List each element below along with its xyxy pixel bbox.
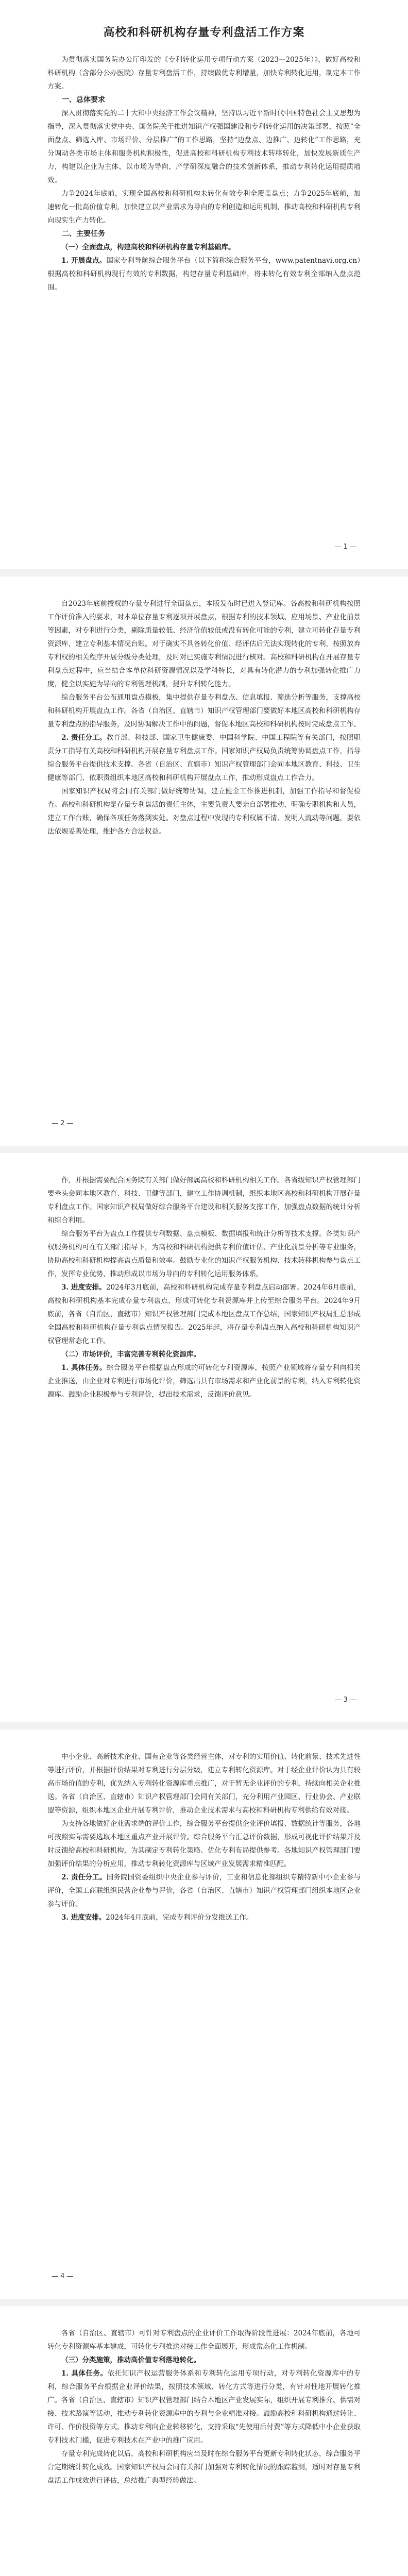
item-lead: 3. 进度安排。: [61, 1283, 106, 1292]
page-content: [47, 1174, 361, 1401]
body-paragraph: [47, 1281, 361, 1348]
body-paragraph: [47, 785, 361, 838]
body-paragraph: [47, 2447, 361, 2487]
paragraph-text: 二、主要任务: [62, 230, 105, 238]
page-number: — 1 —: [334, 543, 356, 551]
paragraph-text: 综合服务平台为盘点工作提供专利数据、盘点模板、数据填报和统计分析等技术支撑。各类知识产权服务机构可在有关部门指导下，为高校和科研机构提供专利价值评估、产业化前景分析等专业服务，协助高校和科研机构提高盘点质量和效率。鼓励专业化的知识产权服务机构、技术转移机构参与盘点工作，发挥专业优势，推动形成以市场为导向的专利转化运用服务体系。: [47, 1230, 361, 1278]
document-page-2: [0, 577, 408, 1146]
document-page-3: [0, 1153, 408, 1722]
item-lead: 2. 责任分工。: [61, 1873, 107, 1882]
item-lead: 1. 具体任务。: [61, 2369, 108, 2378]
body-paragraph: [47, 187, 361, 227]
paragraph-text: 国家知识产权局将会同有关部门做好统筹协调，建立健全工作推进机制，加强工作指导和督促检查。高校和科研机构是存量专利盘活的责任主体，主要负责人要亲自部署推动，明确专职机构和人员，建立工作台账，确保各项任务落到实处。对盘点过程中发现的专利权属不清、发明人流动等问题，要依法依规妥善处理，维护各方合法权益。: [47, 787, 361, 836]
body-paragraph: [47, 1174, 361, 1227]
subsection-heading: [47, 1348, 361, 1361]
paragraph-text: （三）分类施策，推动高价值专利落地转化。: [61, 2356, 200, 2364]
paragraph-text: 综合服务平台公布通用盘点模板，集中提供存量专利盘点、信息填报、筛选分析等服务，支撑高校和科研机构开展盘点工作。各省（自治区、直辖市）知识产权管理部门要做好本地区高校和科研机构存量专利盘点的指导服务，及时协调解决工作中的问题，督促本地区高校和科研机构按时完成盘点工作。: [47, 693, 361, 728]
paragraph-text: 中小企业、高新技术企业、国有企业等各类经营主体，对专利的实用价值、转化前景、技术先进性等进行评价，并根据评价结果对专利进行分层分级，建立专利转化资源库。对于经企业评价认为具有较高市场价值的专利，优先纳入专利转化资源库重点推广，对于暂无企业评价的专利，持续向相关企业推送。各省（自治区、直辖市）知识产权管理部门会同有关部门，充分利用产业园区、行业协会、产业联盟等资源，组织本地区企业开展专利评价，推动企业技术需求与高校和科研机构专利供给有效对接。: [47, 1753, 361, 1815]
subsection-heading: [47, 2353, 361, 2367]
paragraph-text: 综合服务平台根据盘点形成的可转化专利资源库，按照产业领域将存量专利向相关企业推送，由企业对专利进行市场化评价，筛选出具有市场需求和产业化前景的专利，纳入专利转化资源库。鼓励企业积极参与专利评价，提出技术需求，反馈评价意见。: [47, 1364, 361, 1399]
body-paragraph: [47, 691, 361, 731]
item-lead: 2. 责任分工。: [61, 734, 107, 742]
paragraph-text: 为支持各地做好企业需求端的评价工作，综合服务平台提供企业评价填报、数据统计等服务，各地可按照实际需要选取本地区重点产业开展评价。综合服务平台汇总评价数据，形成可视化评价结果并及时反馈给高校和科研机构，为其制定专利转化策略、优化专利布局提供参考。各地知识产权管理部门要加强评价结果的分析应用，推动专利转化资源库与区域产业发展需求精准匹配。: [47, 1820, 361, 1868]
paragraph-text: 深入贯彻落实党的二十大和中央经济工作会议精神，坚持以习近平新时代中国特色社会主义思想为指导，深入贯彻落实党中央、国务院关于推进知识产权强国建设和专利转化运用的决策部署，按照“全面盘点、筛选入库、市场评价、分层推广”的工作思路，坚持“边盘点、边推广、边转化”工作思路，充分调动各类市场主体和服务机构积极性，促进高校和科研机构专利技术转移转化，加快发展新质生产力，构建以企业为主体、以市场为导向、产学研深度融合的技术创新体系，推动专利转化运用提质增效。: [47, 109, 361, 184]
page-number: — 3 —: [334, 1696, 356, 1704]
body-paragraph: [47, 731, 361, 785]
paragraph-text: 自2023年底前授权的存量专利进行全面盘点，本版发布时已进入登记库。各高校和科研机构按照工作评价准入的要求，对本单位存量专利逐项开展盘点，根据专利的技术领域、应用场景、产业化前景等因素，对专利进行分类，剔除质量较低、经济价值较低或没有转化可能的专利，建立可转化存量专利资源库，建立专利基本情况台账。对于确实不具备转化价值、经评估后无法实现转化的专利，按照放弃专利权的相关程序开展分级分类处理，及时对已实施专利情况进行核对。高校和科研机构在开展存量专利盘点过程中，应当结合本单位科研资源情况以及学科特长，对具有转化潜力的专利加强转化推广力度，健全以实施为导向的专利管理机制，提升专利转化能力。: [47, 600, 361, 688]
page-content: [47, 2327, 361, 2487]
body-paragraph: [47, 597, 361, 691]
document-page-4: [0, 1730, 408, 2299]
page-content: [47, 597, 361, 838]
paragraph-text: 各省（自治区、直辖市）可针对专利盘点的企业评价工作取得阶段性进展：2024年底前，各地可转化专利资源库基本建成，可转化专利推送对接工作全面展开，形成常态化工作机制。: [47, 2329, 361, 2351]
document-page-5: [0, 2306, 408, 2576]
paragraph-text: 一、总体要求: [62, 96, 105, 104]
page-number: — 2 —: [52, 1120, 74, 1127]
body-paragraph: [47, 1817, 361, 1871]
item-lead: 1. 具体任务。: [61, 1364, 107, 1372]
body-paragraph: [47, 1227, 361, 1281]
paragraph-text: 教育部、科技部、国家卫生健康委、中国科学院、中国工程院等有关部门，按照职责分工指导有关高校和科研机构开展存量专利盘点工作。国家知识产权局负责统筹协调盘点工作，指导综合服务平台提供技术支撑。各省（自治区、直辖市）知识产权管理部门会同本地区教育、科技、卫生健康等部门，依职责组织本地区高校和科研机构开展盘点工作，推动形成盘点工作合力。: [47, 734, 361, 782]
item-lead: 3. 进度安排。: [61, 1913, 106, 1922]
body-paragraph: [47, 1871, 361, 1911]
body-paragraph: [47, 254, 361, 294]
paragraph-text: （一）全面盘点，构建高校和科研机构存量专利基础库。: [61, 243, 235, 251]
page-content: [47, 53, 361, 294]
paragraph-text: 依托知识产权运营服务体系和专利转化运用专项行动，对专利转化资源库中的专利，综合服务平台根据企业评价结果，按照技术领域、转化方式等进行分类，有针对性地开展转化推广。各省（自治区、直辖市）知识产权管理部门结合本地区产业发展实际，组织开展专利推介、供需对接、技术路演等活动，推动专利转化资源库中的专利与企业精准对接。鼓励高校和科研机构通过转让、许可、作价投资等方式，推动专利向企业转移转化，支持采取“先使用后付费”等方式降低中小企业获取专利技术门槛，促进专利技术在产业中的推广应用。: [47, 2369, 361, 2445]
paragraph-text: 国家专利导航综合服务平台（以下简称综合服务平台，www.patentnavi.org.cn）根据高校和科研机构现行有效的专利数据，构建存量专利基础库，将未转化有效专利全部纳入盘点范围。: [47, 257, 361, 292]
paragraph-text: 作，并根据需要配合国务院有关部门做好部属高校和科研机构相关工作。各省级知识产权管理部门要牵头会同本地区教育、科技、卫健等部门，建立工作协调机制，组织本地区高校和科研机构开展存量专利盘点工作。国家知识产权局做好综合服务平台建设和相关服务支撑工作，加强盘点数据的统计分析和综合利用。: [47, 1176, 361, 1225]
body-paragraph: [47, 1911, 361, 1924]
paragraph-text: （二）市场评价，丰富完善专利转化资源库。: [61, 1350, 200, 1359]
body-paragraph: [47, 2367, 361, 2447]
document-title: 高校和科研机构存量专利盘活工作方案: [103, 26, 305, 39]
body-paragraph: [47, 1750, 361, 1817]
body-paragraph: [47, 1361, 361, 1401]
paragraph-text: 存量专利完成转化以后，高校和科研机构应当及时在综合服务平台更新专利转化状态，综合服务平台定期统计转化成效。国家知识产权局会同有关部门加强对专利转化情况的跟踪监测，适时对存量专利盘活工作成效进行评估，总结推广典型经验做法。: [47, 2450, 361, 2485]
paragraph-text: 为贯彻落实国务院办公厅印发的《专利转化运用专项行动方案（2023—2025年）》，做好高校和科研机构（含部分公办医院）存量专利盘活工作，持续做优专利增量，加快专利转化运用，制定本工作方案。: [47, 56, 361, 91]
body-paragraph: [47, 53, 361, 93]
page-number: — 4 —: [52, 2273, 74, 2280]
paragraph-text: 2024年4月底前，完成专利评价分发推送工作。: [106, 1913, 253, 1922]
body-paragraph: [47, 107, 361, 187]
section-heading: [47, 93, 361, 107]
subsection-heading: [47, 241, 361, 254]
item-lead: 1. 开展盘点。: [61, 257, 107, 265]
paragraph-text: 力争2024年底前，实现全国高校和科研机构未转化有效专利全覆盖盘点；力争2025年底前，加速转化一批高价值专利，加快建立以产业需求为导向的专利创造和运用机制，推动高校和科研机构专利向现实生产力转化。: [47, 190, 361, 225]
paragraph-text: 国务院国资委组织中央企业参与评价，工业和信息化部组织专精特新中小企业参与评价，全国工商联组织民营企业参与评价，各省（自治区、直辖市）知识产权管理部门组织本地区企业参与评价。: [47, 1873, 361, 1908]
section-heading: [47, 227, 361, 241]
paragraph-text: 2024年3月底前，高校和科研机构完成存量专利盘点启动部署。2024年6月底前，高校和科研机构基本完成存量专利盘点，形成可转化专利资源库并上传至综合服务平台。2024年9月底前，各省（自治区、直辖市）知识产权管理部门完成本地区盘点工作总结，国家知识产权局汇总形成全国高校和科研机构存量专利盘点情况报告。2025年起，将存量专利盘点纳入高校和科研机构知识产权管理常态化工作。: [47, 1283, 361, 1345]
page-content: [47, 1750, 361, 1924]
document-page-1: [0, 0, 408, 569]
body-paragraph: [47, 2327, 361, 2353]
